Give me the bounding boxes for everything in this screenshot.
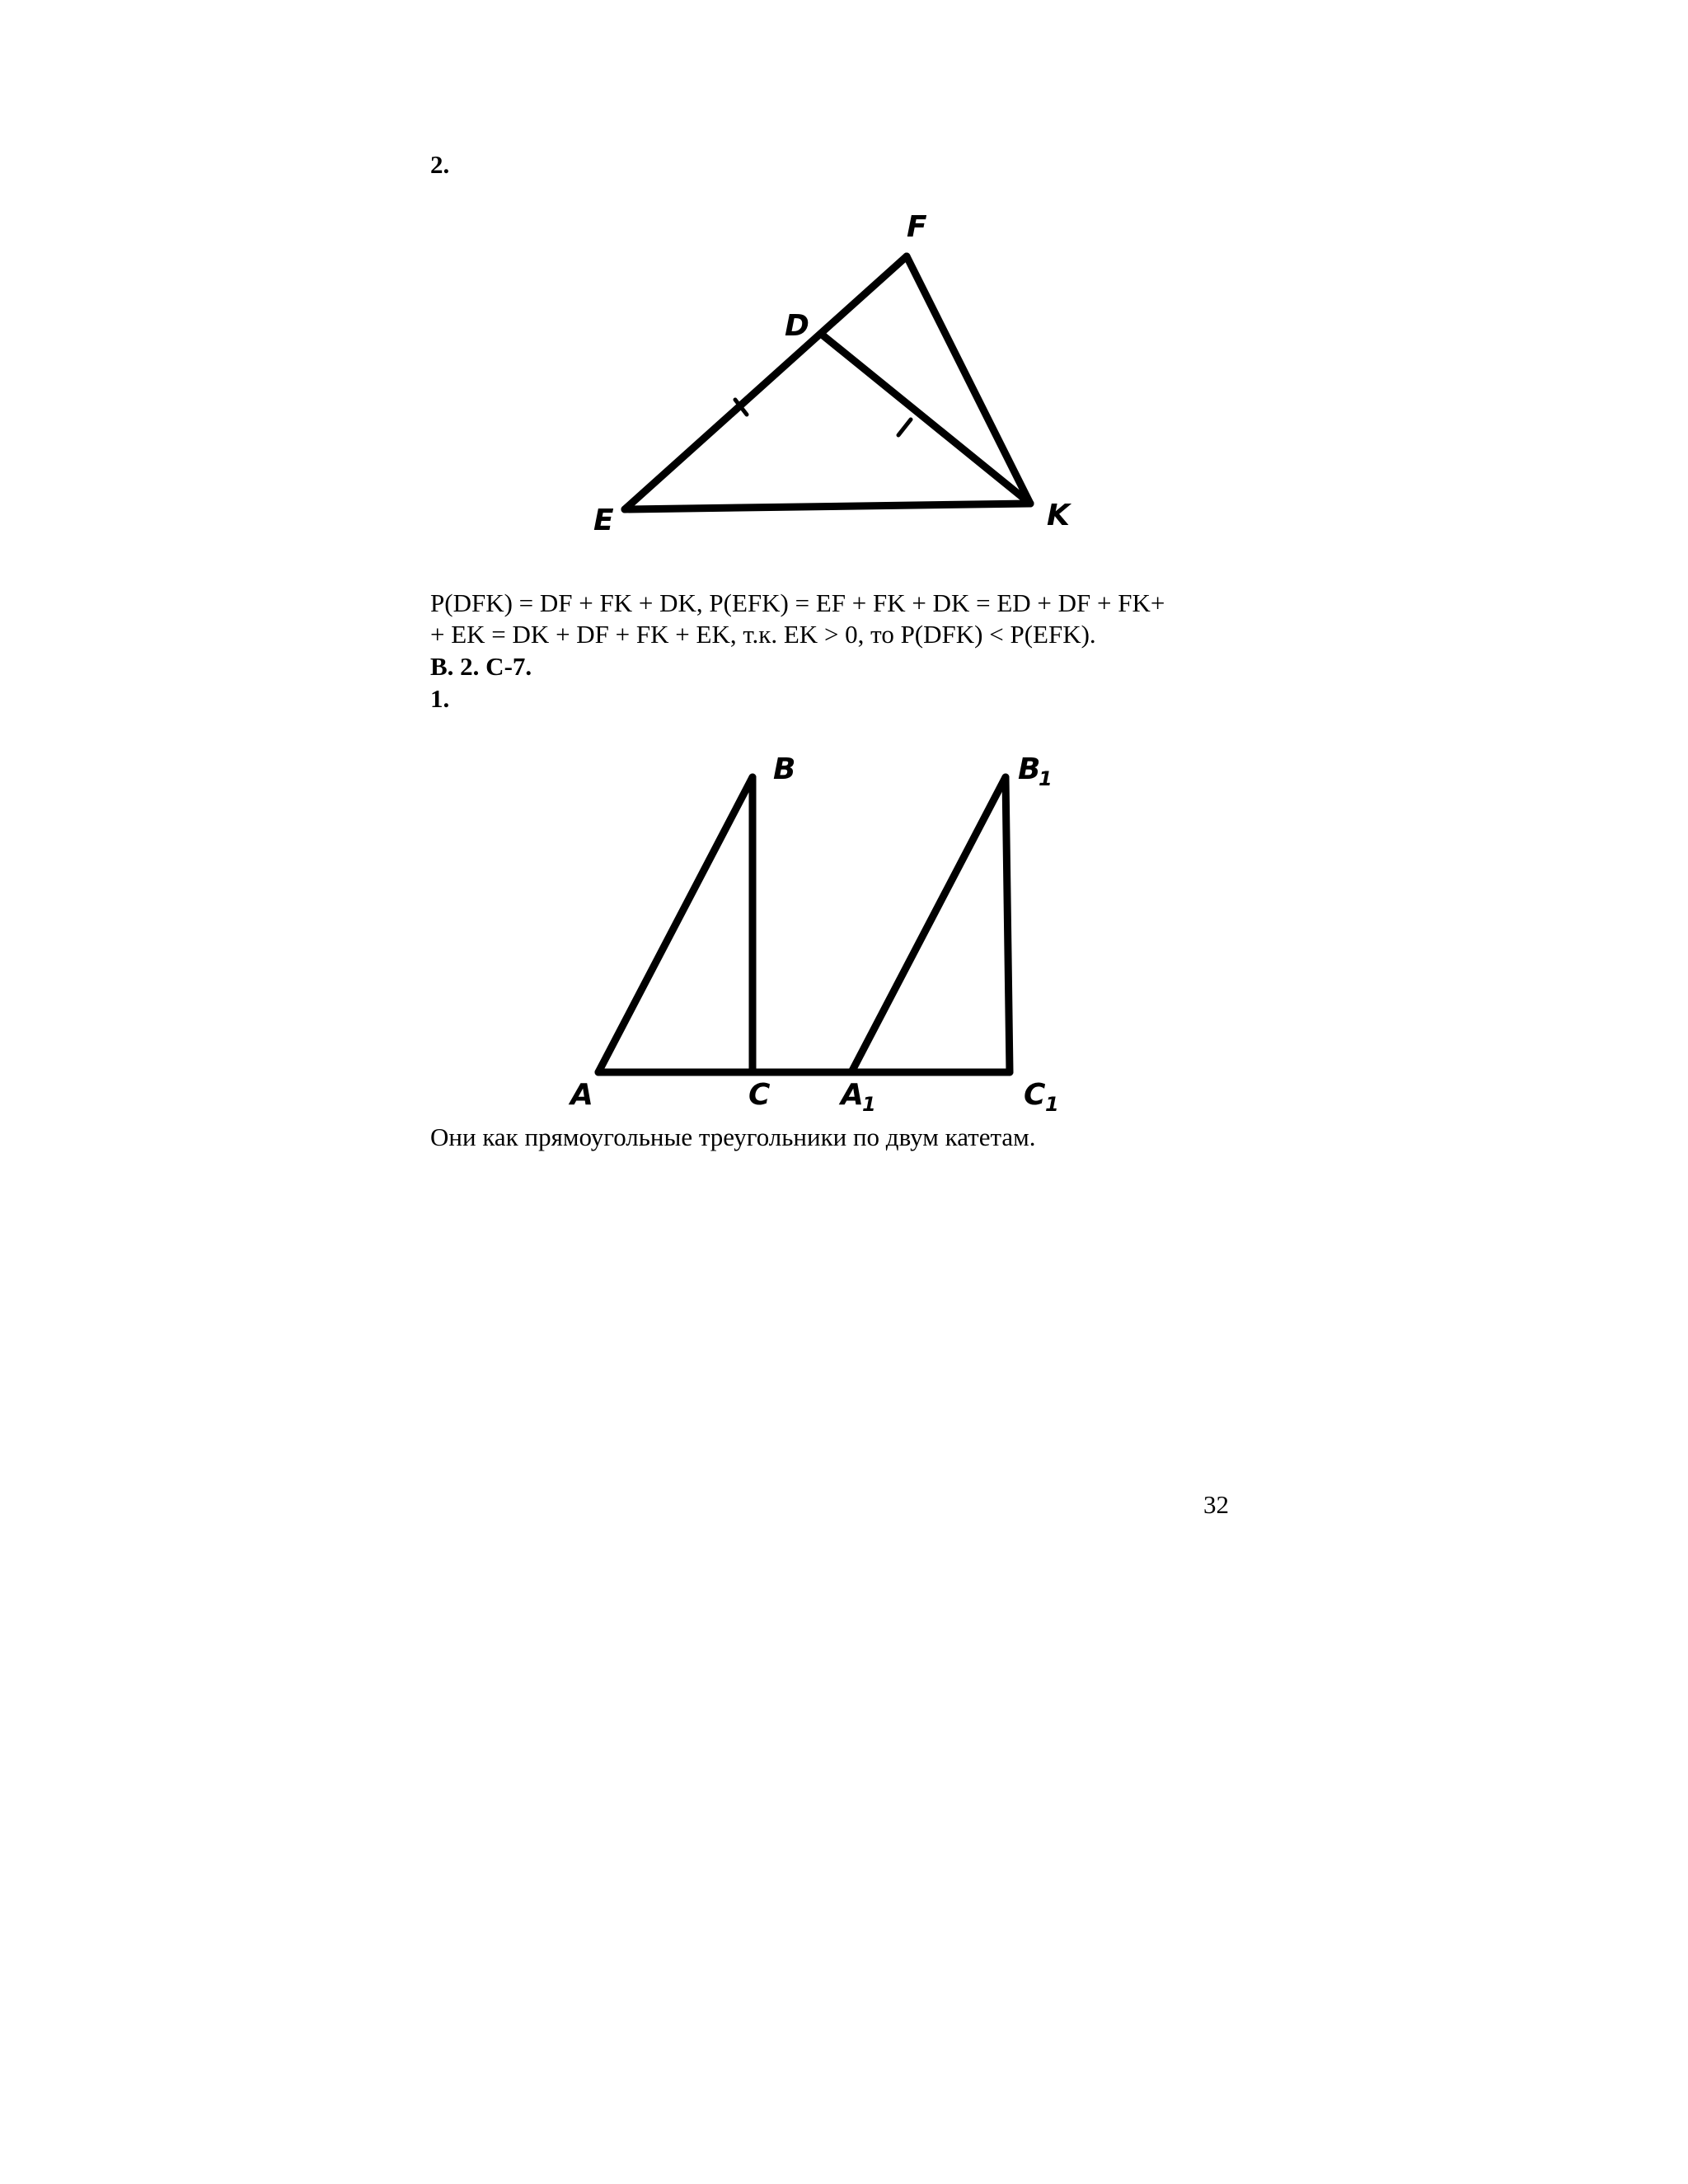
vertex-label-a1-subscript: 1 — [862, 1093, 876, 1116]
vertex-label-d: D — [785, 309, 809, 343]
segment-dk — [821, 334, 1030, 504]
vertex-label-a: A — [570, 1078, 593, 1112]
formula-line-2: + EK = DK + DF + FK + EK, т.к. EK > 0, то P(DFK) < P(EFK). — [430, 620, 1096, 649]
vertex-label-e: E — [593, 504, 614, 537]
segment-ef — [625, 256, 907, 509]
section-heading: В. 2. С-7. — [430, 652, 532, 681]
segment-b1c1 — [1006, 777, 1010, 1072]
tick-mark-dk — [898, 419, 911, 435]
vertex-label-b1: B — [1018, 752, 1041, 786]
vertex-label-c: C — [748, 1078, 771, 1112]
segment-a1b1 — [851, 777, 1006, 1072]
vertex-label-k: K — [1047, 499, 1070, 532]
segment-ab — [598, 777, 753, 1072]
answer-text: Они как прямоугольные треугольники по двум катетам. — [430, 1122, 1036, 1151]
formula-line-1: P(DFK) = DF + FK + DK, P(EFK) = EF + FK + DK = ED + DF + FK+ — [430, 588, 1165, 617]
vertex-label-f: F — [907, 210, 927, 244]
vertex-label-c1: C — [1024, 1078, 1046, 1112]
vertex-label-b: B — [773, 752, 796, 786]
problem-2-number: 2. — [430, 150, 450, 179]
problem-1-number: 1. — [430, 684, 450, 713]
two-right-triangles-figure — [560, 746, 1088, 1117]
vertex-label-b1-subscript: 1 — [1039, 767, 1053, 790]
segment-fk — [907, 256, 1030, 504]
triangle-efk-figure — [560, 202, 1088, 548]
segment-ek — [625, 504, 1030, 509]
vertex-label-a1: A — [841, 1078, 864, 1112]
page-number: 32 — [1203, 1490, 1229, 1519]
vertex-label-c1-subscript: 1 — [1045, 1093, 1059, 1116]
